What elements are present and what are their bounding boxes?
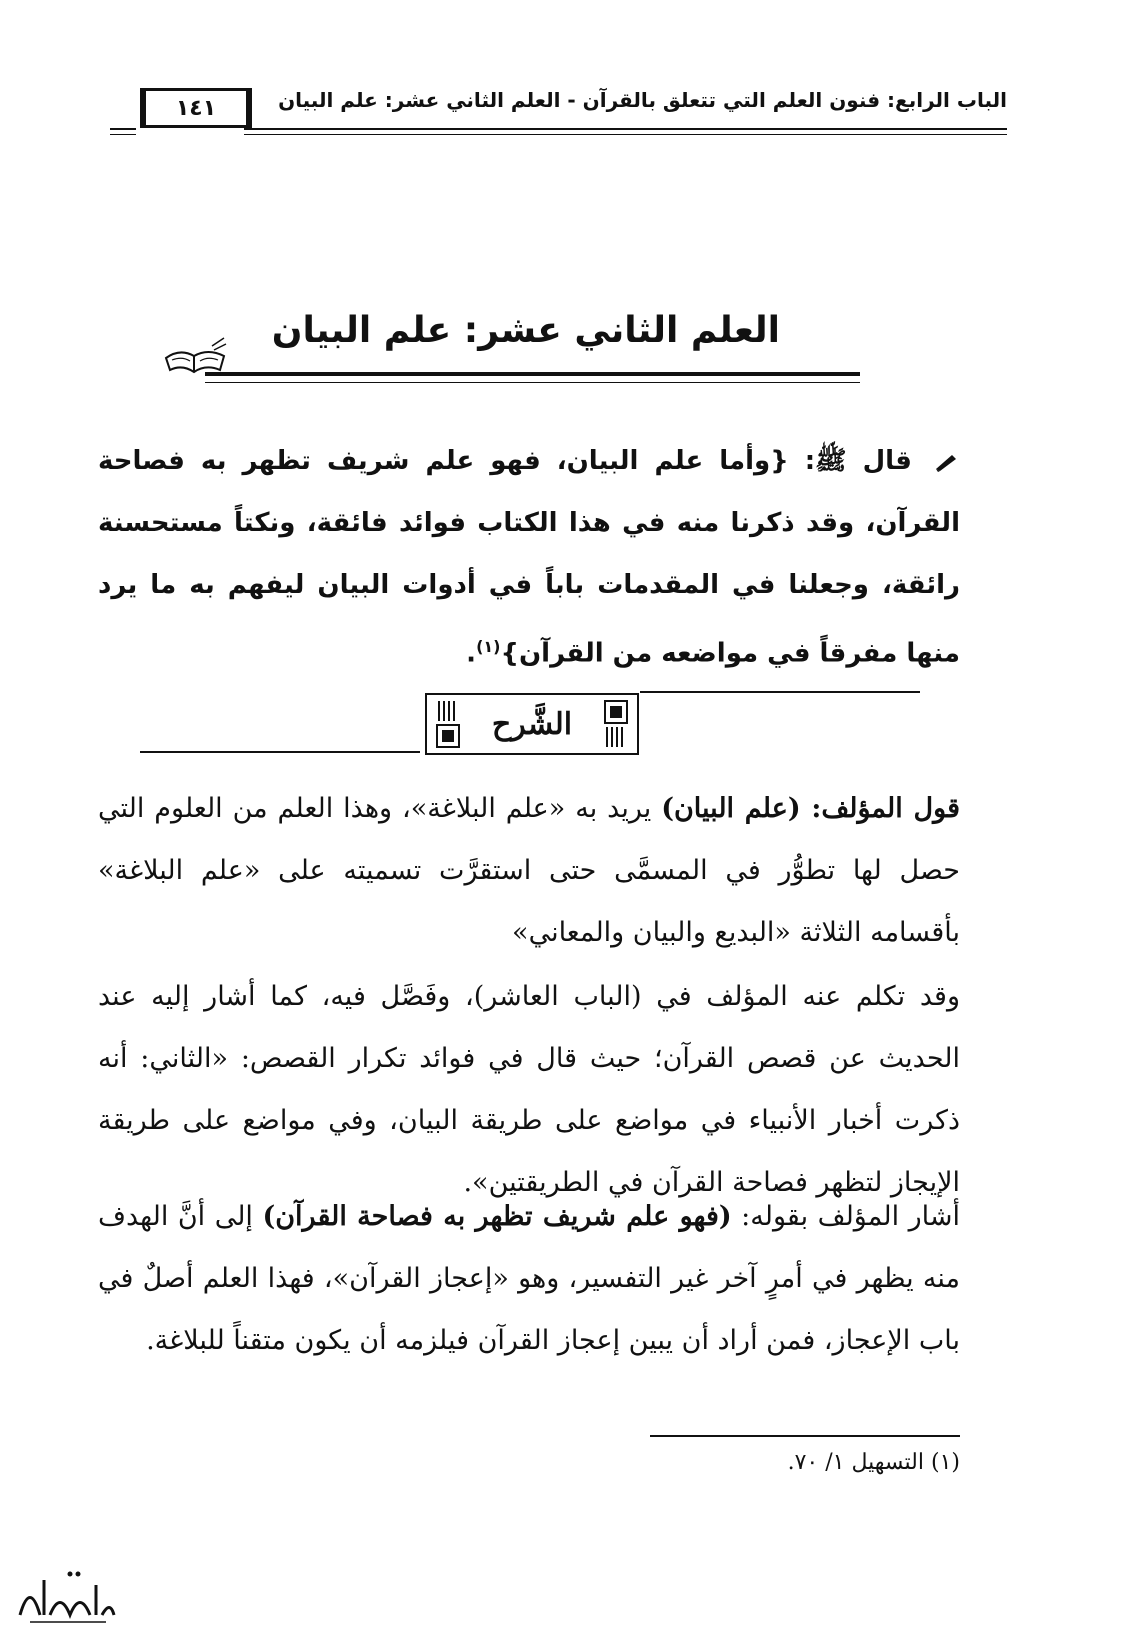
commentary-paragraph-2 bbox=[98, 966, 960, 1214]
sharh-box bbox=[425, 693, 639, 755]
quote-end: . bbox=[466, 638, 477, 669]
paragraph-text-post: إلى أنَّ الهدف منه يظهر في أمرٍ آخر غير التفسير، وهو «إعجاز القرآن»، فهذا العلم أصلٌ في باب الإعجاز، فمن أراد أن يبين إعجاز القرآن فيلزمه أن يكون متقناً للبلاغة. bbox=[98, 1201, 960, 1356]
watermark-logo bbox=[10, 1560, 120, 1635]
pen-icon bbox=[934, 451, 960, 473]
quote-text: {وأما علم البيان، فهو علم شريف تظهر به فصاحة القرآن، وقد ذكرنا منه في هذا الكتاب فوائد فائقة، ونكتاً مستحسنة رائقة، وجعلنا في المقدمات باباً في أدوات البيان ليفهم به ما يرد منها مفرقاً في مواضعه من القرآن} bbox=[98, 446, 960, 669]
geometric-ornament-icon bbox=[433, 699, 463, 749]
paragraph-quoted: (فهو علم شريف تظهر به فصاحة القرآن) bbox=[262, 1201, 732, 1232]
running-header bbox=[110, 78, 1007, 138]
quote-lead: قال ﷺ: bbox=[804, 446, 912, 476]
footnote: (١) التسهيل ١/ ٧٠. bbox=[787, 1450, 960, 1475]
sharh-title: الشَّرح bbox=[491, 706, 573, 742]
geometric-ornament-icon bbox=[601, 699, 631, 749]
sharh-heading bbox=[140, 685, 920, 755]
header-rule bbox=[110, 128, 1007, 135]
title-rule bbox=[205, 372, 860, 383]
commentary-paragraph-3 bbox=[98, 1186, 960, 1372]
open-book-icon bbox=[160, 330, 230, 382]
chapter-title: العلم الثاني عشر: علم البيان bbox=[271, 310, 780, 351]
page-number: ١٤١ bbox=[140, 88, 252, 128]
running-header-title: الباب الرابع: فنون العلم التي تتعلق بالقرآن - العلم الثاني عشر: علم البيان bbox=[278, 88, 1007, 112]
quote-paragraph bbox=[98, 430, 960, 685]
paragraph-text-pre: أشار المؤلف بقوله: bbox=[731, 1201, 960, 1232]
footnote-rule bbox=[650, 1435, 960, 1437]
commentary-paragraph-1 bbox=[98, 778, 960, 964]
paragraph-text: وقد تكلم عنه المؤلف في (الباب العاشر)، وفَصَّل فيه، كما أشار إليه عند الحديث عن قصص القرآن؛ حيث قال في فوائد تكرار القصص: «الثاني: أنه ذكرت أخبار الأنبياء في مواضع على طريقة البيان، وفي مواضع على طريقة الإيجاز لتظهر فصاحة القرآن في الطريقتين». bbox=[98, 981, 960, 1198]
paragraph-lead: قول المؤلف: (علم البيان) bbox=[661, 793, 960, 824]
paragraph-text: يريد به «علم البلاغة»، وهذا العلم من العلوم التي حصل لها تطوُّر في المسمَّى حتى استقرَّت تسميته على «علم البلاغة» بأقسامه الثلاثة «البديع والبيان والمعاني» bbox=[98, 793, 960, 948]
footnote-ref: (١) bbox=[476, 637, 501, 656]
